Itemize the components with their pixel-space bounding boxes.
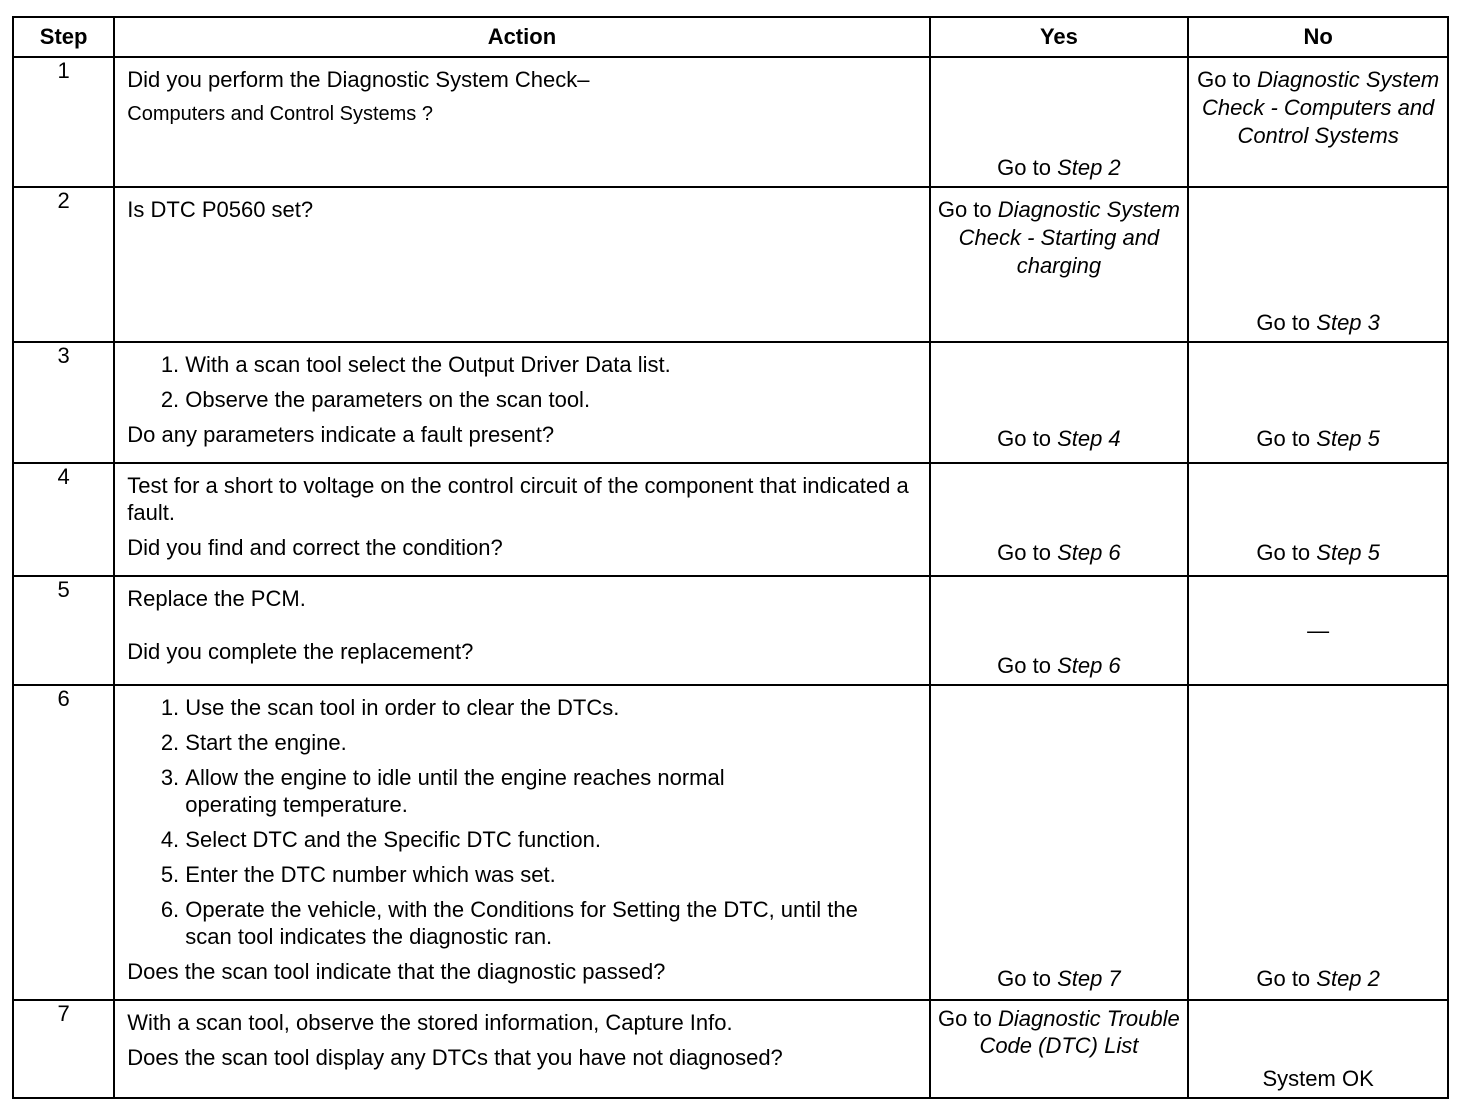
- diagnostic-table: [12, 16, 1449, 1099]
- yes-result[interactable]: [931, 1005, 1188, 1059]
- result-link[interactable]: Diagnostic System Check - Computers and Control Systems: [1201, 67, 1440, 148]
- no-result[interactable]: [1189, 539, 1447, 567]
- action-text: Did you perform the Diagnostic System Check–: [127, 67, 590, 92]
- no-cell: [1188, 463, 1448, 576]
- table-row: [13, 342, 1448, 463]
- action-question: Does the scan tool indicate that the diagnostic passed?: [127, 959, 666, 984]
- list-item: 1. With a scan tool select the Output Driver Data list.: [185, 351, 918, 378]
- no-result[interactable]: [1189, 965, 1447, 993]
- no-cell: [1188, 187, 1448, 342]
- list-item: 2. Start the engine.: [185, 729, 918, 756]
- yes-cell: [930, 685, 1189, 1000]
- list-item: 1. Use the scan tool in order to clear the DTCs.: [185, 694, 918, 721]
- result-link[interactable]: Diagnostic Trouble Code (DTC) List: [979, 1006, 1180, 1058]
- step-number: 6: [13, 685, 114, 1000]
- yes-cell: [930, 187, 1189, 342]
- list-item: 5. Enter the DTC number which was set.: [185, 861, 918, 888]
- result-link[interactable]: Step 2: [1057, 155, 1121, 180]
- result-link[interactable]: Step 7: [1057, 966, 1121, 991]
- yes-result[interactable]: [931, 539, 1188, 567]
- result-link[interactable]: Step 2: [1316, 966, 1380, 991]
- yes-cell: [930, 463, 1189, 576]
- action-cell: [114, 342, 929, 463]
- action-cell: [114, 463, 929, 576]
- result-prefix: Go to: [1197, 67, 1257, 92]
- table-row: [13, 463, 1448, 576]
- step-number: 3: [13, 342, 114, 463]
- result-prefix: Go to: [1256, 540, 1317, 565]
- step-number: 5: [13, 576, 114, 685]
- result-prefix: Go to: [997, 540, 1058, 565]
- result-link[interactable]: Step 5: [1316, 540, 1380, 565]
- no-cell: [1188, 57, 1448, 187]
- header-step: Step: [13, 17, 114, 57]
- table-row: [13, 1000, 1448, 1098]
- action-question: Did you find and correct the condition?: [127, 535, 503, 560]
- action-cell: [114, 187, 929, 342]
- result-prefix: Go to: [997, 653, 1058, 678]
- list-item: 6. Operate the vehicle, with the Conditions for Setting the DTC, until the scan tool indicates the diagnostic ran.: [185, 896, 918, 950]
- action-question: Does the scan tool display any DTCs that you have not diagnosed?: [127, 1045, 783, 1070]
- action-cell: [114, 57, 929, 187]
- step-number: 4: [13, 463, 114, 576]
- action-cell: [114, 1000, 929, 1098]
- header-action: Action: [114, 17, 929, 57]
- action-steps-list: [127, 351, 918, 413]
- no-result: System OK: [1262, 1066, 1374, 1091]
- yes-result[interactable]: [931, 425, 1188, 453]
- action-text: Is DTC P0560 set?: [127, 197, 314, 222]
- result-link[interactable]: Step 6: [1057, 653, 1121, 678]
- result-link[interactable]: Step 6: [1057, 540, 1121, 565]
- action-steps-list: [127, 694, 918, 950]
- list-item: 4. Select DTC and the Specific DTC function.: [185, 826, 918, 853]
- no-cell: [1188, 342, 1448, 463]
- yes-cell: [930, 576, 1189, 685]
- table-row: [13, 685, 1448, 1000]
- yes-cell: [930, 1000, 1189, 1098]
- no-result[interactable]: [1189, 309, 1447, 337]
- header-yes: Yes: [930, 17, 1189, 57]
- action-text: Test for a short to voltage on the control circuit of the component that indicated a fault.: [127, 473, 909, 525]
- header-row: [13, 17, 1448, 57]
- yes-cell: [930, 342, 1189, 463]
- result-prefix: Go to: [938, 1006, 998, 1031]
- action-question: Did you complete the replacement?: [127, 639, 474, 664]
- result-link[interactable]: Diagnostic System Check - Starting and charging: [958, 197, 1180, 278]
- step-number: 7: [13, 1000, 114, 1098]
- result-prefix: Go to: [1256, 310, 1317, 335]
- no-cell: [1188, 685, 1448, 1000]
- yes-result[interactable]: [931, 965, 1188, 993]
- result-prefix: Go to: [997, 426, 1058, 451]
- result-prefix: Go to: [997, 966, 1058, 991]
- result-prefix: Go to: [997, 155, 1058, 180]
- result-link[interactable]: Step 3: [1316, 310, 1380, 335]
- yes-result[interactable]: [931, 196, 1188, 280]
- result-prefix: Go to: [937, 197, 998, 222]
- list-item: 3. Allow the engine to idle until the engine reaches normal operating temperature.: [185, 764, 918, 818]
- no-result[interactable]: [1189, 66, 1447, 150]
- action-cell: [114, 576, 929, 685]
- no-cell: [1188, 1000, 1448, 1098]
- no-result[interactable]: [1189, 425, 1447, 453]
- yes-result[interactable]: [931, 154, 1188, 182]
- result-link[interactable]: Step 4: [1057, 426, 1121, 451]
- action-text: With a scan tool, observe the stored information, Capture Info.: [127, 1010, 733, 1035]
- result-prefix: Go to: [1256, 426, 1317, 451]
- table-row: [13, 576, 1448, 685]
- result-prefix: Go to: [1256, 966, 1317, 991]
- header-no: No: [1188, 17, 1448, 57]
- no-result-dash: —: [1307, 617, 1330, 643]
- step-number: 2: [13, 187, 114, 342]
- action-cell: [114, 685, 929, 1000]
- action-text: Computers and Control Systems ?: [127, 103, 433, 125]
- table-row: [13, 57, 1448, 187]
- step-number: 1: [13, 57, 114, 187]
- list-item: 2. Observe the parameters on the scan tool.: [185, 386, 918, 413]
- action-question: Do any parameters indicate a fault present?: [127, 422, 555, 447]
- result-link[interactable]: Step 5: [1316, 426, 1380, 451]
- action-text: Replace the PCM.: [127, 586, 306, 611]
- no-cell: [1188, 576, 1448, 685]
- yes-cell: [930, 57, 1189, 187]
- table-row: [13, 187, 1448, 342]
- yes-result[interactable]: [931, 652, 1188, 680]
